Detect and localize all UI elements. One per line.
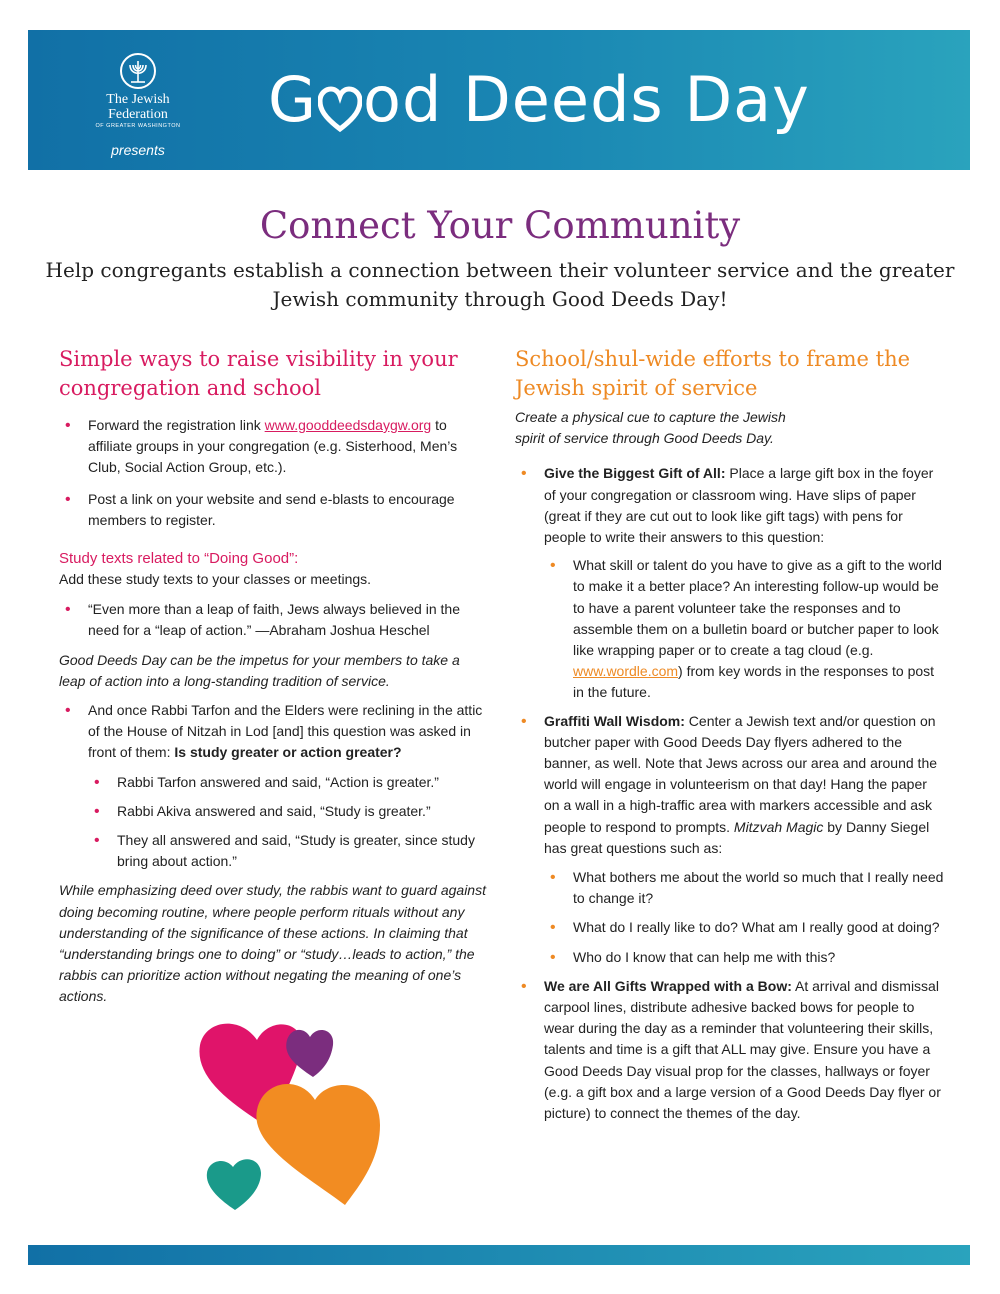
presents-label: presents [111, 142, 165, 158]
heart-icon [318, 78, 362, 130]
title-rest: od Deeds Day [363, 63, 810, 136]
closing-text: While emphasizing deed over study, the rabbis want to guard against doing becoming routine, where people perform rituals without any understanding of the significance of these actions. In claiming that “understanding brings one to doing” or “study…leads to action,” the rabbis can prioritize action without negating the meaning of one’s actions. [59, 882, 486, 1005]
study-intro: Add these study texts to your classes or meetings. [59, 571, 372, 588]
org-name: The Jewish Federation [106, 92, 170, 122]
menorah-icon [119, 52, 157, 90]
header-banner [28, 30, 970, 170]
list-item: • Give the Biggest Gift of All: Place a large gift box in the foyer of your congregation or classroom wing. Have slips of paper (great if they are cut out to look like gift tags) with pens for people to write their answers to this question: [515, 463, 945, 548]
efforts-list [515, 463, 945, 1124]
list-item: • “Even more than a leap of faith, Jews always believed in the need for a “leap of action.” —Abraham Joshua Heschel [59, 599, 489, 641]
list-item: • Graffiti Wall Wisdom: Center a Jewish text and/or question on butcher paper with Good Deeds Day flyers adhered to the banner, as well. Note that Jews across our area and around the world will engage in volunteerism on that day! Hang the paper on a wall in a high-traffic area with markers accessible and ask people to respond to prompts. Mitzvah Magic by Danny Siegel has great questions such as: [515, 711, 945, 859]
list-item: • Who do I know that can help me with this? [544, 947, 945, 968]
hearts-illustration [195, 1015, 425, 1245]
title-letter-g: G [268, 63, 318, 136]
quote-list [59, 599, 489, 641]
list-item: • What bothers me about the world so much that I really need to change it? [544, 867, 945, 909]
teal-heart-icon [207, 1159, 261, 1210]
tarfon-list [59, 700, 489, 872]
list-item: • We are All Gifts Wrapped with a Bow: At arrival and dismissal carpool lines, distribute adhesive backed bows for people to wear during the day as a reminder that volunteering their skills, talents and time is a gift that ALL may give. Ensure you have a Good Deeds Day visual prop for the classes, hallways or foyer (e.g. a gift box and a large version of a Good Deeds Day flyer or picture) to connect the themes of the day. [515, 976, 945, 1124]
impetus-text: Good Deeds Day can be the impetus for your members to take a leap of action into a long-standing tradition of service. [59, 651, 460, 689]
list-item: • They all answered and said, “Study is greater, since study bring about action.” [88, 830, 489, 872]
footer-bar [28, 1245, 970, 1265]
right-section-heading: School/shul-wide efforts to frame the Jewish spirit of service [515, 347, 911, 400]
right-intro: Create a physical cue to capture the Jewish spirit of service through Good Deeds Day. [515, 409, 786, 447]
list-item: • Forward the registration link www.gooddeedsdaygw.org to affiliate groups in your congregation (e.g. Sisterhood, Men’s Club, Social Action Group, etc.). [59, 415, 489, 479]
page-subtitle: Help congregants establish a connection between their volunteer service and the greater Jewish community through Good Deeds Day! [45, 258, 955, 311]
orange-heart-icon [256, 1084, 380, 1205]
list-item: • And once Rabbi Tarfon and the Elders were reclining in the attic of the House of Nitzah in Lod [and] this question was asked in front of them: Is study greater or action greater? [59, 700, 489, 764]
left-column [59, 345, 489, 1008]
registration-link[interactable]: www.gooddeedsdaygw.org [264, 417, 432, 433]
org-subname: OF GREATER WASHINGTON [95, 123, 181, 129]
list-item: • What do I really like to do? What am I really good at doing? [544, 917, 945, 938]
page-title: Connect Your Community [259, 204, 741, 247]
list-item: • Rabbi Akiva answered and said, “Study is greater.” [88, 801, 489, 822]
visibility-list [59, 415, 489, 531]
list-item: • Rabbi Tarfon answered and said, “Action is greater.” [88, 772, 489, 793]
left-section-heading: Simple ways to raise visibility in your congregation and school [59, 347, 458, 400]
list-item: • Post a link on your website and send e-blasts to encourage members to register. [59, 489, 489, 531]
study-texts-heading: Study texts related to “Doing Good”: [59, 550, 299, 568]
right-column [515, 345, 945, 1124]
wordle-link[interactable]: www.wordle.com [573, 663, 679, 680]
list-item: • What skill or talent do you have to give as a gift to the world to make it a better place? An interesting follow-up would be to have a parent volunteer take the responses and to assemble them on a bulletin board or butcher paper to look like wrapping paper or to create a tag cloud (e.g. www.wordle.com) from key words in the responses to post in the future. [544, 555, 945, 703]
federation-logo [83, 52, 193, 158]
good-deeds-day-title [268, 62, 810, 138]
